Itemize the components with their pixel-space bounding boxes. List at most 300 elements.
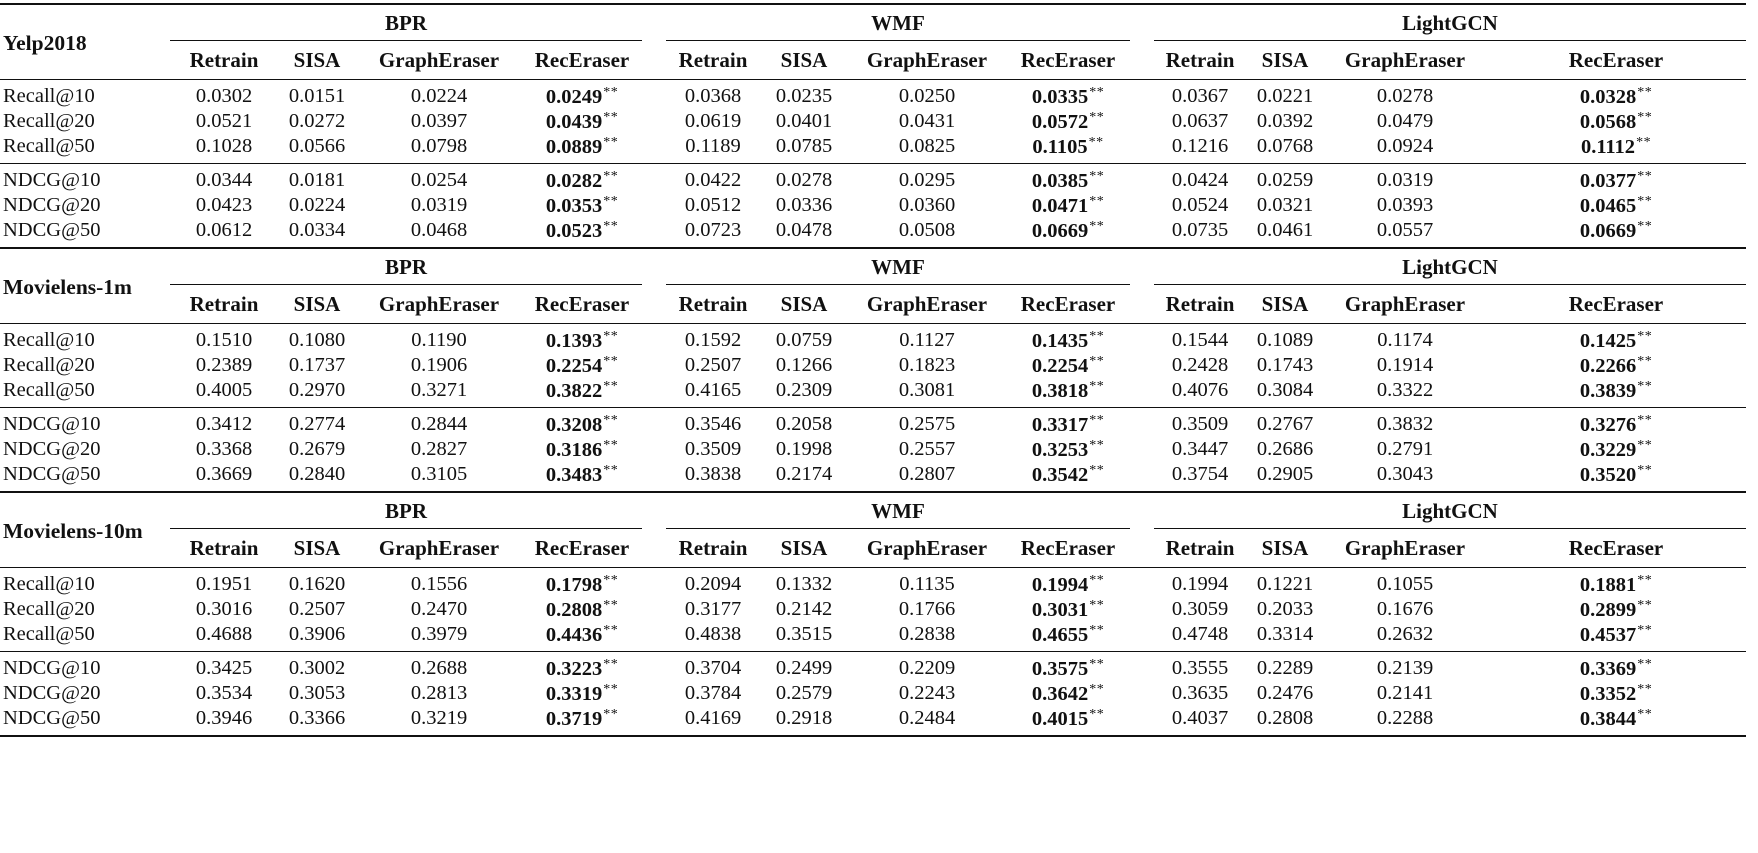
value-cell (1324, 568, 1486, 597)
significance-marker: ** (603, 134, 619, 150)
value: 0.0508 (898, 219, 956, 241)
significance-marker: ** (603, 109, 619, 125)
value-cell (278, 652, 356, 681)
value: 0.2499 (775, 657, 833, 679)
method-header: Retrain (170, 41, 278, 80)
value: 0.2840 (288, 463, 346, 485)
table-row (0, 378, 1746, 408)
best-value-cell (522, 706, 642, 735)
value-cell (170, 681, 278, 706)
metric-label: Recall@10 (3, 329, 95, 351)
value: 0.4838 (684, 623, 742, 645)
value: 0.1266 (775, 354, 833, 376)
method-header: SISA (278, 41, 356, 80)
table-body (0, 4, 1746, 736)
value-cell (170, 193, 278, 218)
value-cell (848, 568, 1006, 597)
value: 0.4748 (1171, 623, 1229, 645)
value-cell (1246, 378, 1324, 408)
value: 0.0221 (1256, 85, 1314, 107)
value-cell (356, 80, 522, 109)
model-header (1154, 493, 1746, 529)
value: 0.1544 (1171, 329, 1229, 351)
method-header: RecEraser (522, 285, 642, 324)
metric-label: Recall@10 (3, 85, 95, 107)
table-row (0, 462, 1746, 492)
value: 0.0319 (1376, 169, 1434, 191)
value: 0.2389 (195, 354, 253, 376)
model-header (666, 5, 1130, 41)
best-value-cell (522, 597, 642, 622)
significance-marker: ** (603, 622, 619, 638)
significance-marker: ** (1089, 597, 1105, 613)
best-value-cell (1486, 568, 1746, 597)
value: 0.3555 (1171, 657, 1229, 679)
best-value: 0.2254 (1031, 354, 1089, 377)
model-header (1154, 249, 1746, 285)
value-cell (1246, 324, 1324, 353)
best-value: 0.3317 (1031, 413, 1089, 436)
value-cell (356, 622, 522, 652)
best-value: 0.3186 (545, 438, 603, 461)
value-cell (666, 193, 760, 218)
value: 0.3784 (684, 682, 742, 704)
best-value: 0.2254 (545, 354, 603, 377)
value-cell (278, 193, 356, 218)
value: 0.1510 (195, 329, 253, 351)
value: 0.1556 (410, 573, 468, 595)
best-value-cell (1486, 134, 1746, 164)
method-header: RecEraser (1006, 41, 1130, 80)
method-header: RecEraser (1486, 41, 1746, 80)
value-cell (1154, 437, 1246, 462)
value-cell (1324, 652, 1486, 681)
best-value: 0.3369 (1579, 657, 1637, 680)
best-value: 0.4436 (545, 623, 603, 646)
value: 0.0302 (195, 85, 253, 107)
value-cell (760, 597, 848, 622)
value-cell (848, 681, 1006, 706)
value: 0.2428 (1171, 354, 1229, 376)
model-header (666, 249, 1130, 285)
best-value-cell (1486, 706, 1746, 735)
value-cell (1246, 193, 1324, 218)
value: 0.2791 (1376, 438, 1434, 460)
value: 0.4005 (195, 379, 253, 401)
value-cell (356, 378, 522, 408)
model-header (170, 493, 642, 529)
value-cell (666, 164, 760, 193)
dataset-name: Movielens-1m (3, 274, 132, 299)
value: 0.0557 (1376, 219, 1434, 241)
value-cell (278, 353, 356, 378)
best-value-cell (522, 324, 642, 353)
best-value-cell (1006, 437, 1130, 462)
significance-marker: ** (1637, 706, 1653, 722)
value: 0.2288 (1376, 707, 1434, 729)
value: 0.3081 (898, 379, 956, 401)
value-cell (1154, 80, 1246, 109)
method-header: GraphEraser (1324, 285, 1486, 324)
value-cell (356, 408, 522, 437)
best-value-cell (1486, 164, 1746, 193)
value: 0.0393 (1376, 194, 1434, 216)
value: 0.0224 (410, 85, 468, 107)
metric-label: Recall@20 (3, 354, 95, 376)
model-header (666, 493, 1130, 529)
value: 0.0512 (684, 194, 742, 216)
significance-marker: ** (1637, 656, 1653, 672)
value-cell (1246, 681, 1324, 706)
value-cell (1246, 134, 1324, 164)
value-cell (666, 80, 760, 109)
best-value-cell (1006, 80, 1130, 109)
value: 0.0235 (775, 85, 833, 107)
value-cell (278, 568, 356, 597)
value: 0.0637 (1171, 110, 1229, 132)
value-cell (1246, 353, 1324, 378)
best-value: 0.0249 (545, 85, 603, 108)
method-header: Retrain (170, 529, 278, 568)
best-value-cell (1006, 652, 1130, 681)
table-row (0, 681, 1746, 706)
value: 0.0479 (1376, 110, 1434, 132)
value: 0.3838 (684, 463, 742, 485)
value: 0.0336 (775, 194, 833, 216)
value: 0.1332 (775, 573, 833, 595)
value-cell (848, 164, 1006, 193)
significance-marker: ** (1637, 572, 1653, 588)
value: 0.2507 (684, 354, 742, 376)
method-header: GraphEraser (848, 285, 1006, 324)
best-value-cell (522, 353, 642, 378)
value-cell (760, 622, 848, 652)
value-cell (356, 218, 522, 248)
value: 0.2970 (288, 379, 346, 401)
value: 0.1028 (195, 135, 253, 157)
value: 0.2058 (775, 413, 833, 435)
value-cell (1154, 681, 1246, 706)
value: 0.2557 (898, 438, 956, 460)
model-name: BPR (385, 255, 427, 279)
best-value: 0.3031 (1031, 598, 1089, 621)
significance-marker: ** (603, 656, 619, 672)
value: 0.1951 (195, 573, 253, 595)
value: 0.2243 (898, 682, 956, 704)
value-cell (356, 462, 522, 492)
significance-marker: ** (1089, 109, 1105, 125)
value: 0.2575 (898, 413, 956, 435)
best-value: 0.4015 (1031, 707, 1089, 730)
value: 0.0468 (410, 219, 468, 241)
value-cell (170, 706, 278, 735)
best-value: 0.1881 (1579, 573, 1637, 596)
model-name: WMF (871, 499, 925, 523)
metric-label: NDCG@10 (3, 413, 101, 435)
value-cell (1154, 109, 1246, 134)
value-cell (666, 134, 760, 164)
value: 0.3059 (1171, 598, 1229, 620)
value: 0.3946 (195, 707, 253, 729)
best-value: 0.3208 (545, 413, 603, 436)
value: 0.1189 (685, 135, 741, 157)
significance-marker: ** (603, 462, 619, 478)
value: 0.2209 (898, 657, 956, 679)
best-value-cell (522, 193, 642, 218)
value: 0.2813 (410, 682, 468, 704)
value: 0.3084 (1256, 379, 1314, 401)
metric-label: NDCG@20 (3, 194, 101, 216)
significance-marker: ** (1089, 84, 1105, 100)
value: 0.2484 (898, 707, 956, 729)
value: 0.2470 (410, 598, 468, 620)
value: 0.3509 (1171, 413, 1229, 435)
value: 0.2905 (1256, 463, 1314, 485)
value-cell (760, 652, 848, 681)
significance-marker: ** (1089, 353, 1105, 369)
metric-label: Recall@10 (3, 573, 95, 595)
significance-marker: ** (1637, 84, 1653, 100)
value-cell (848, 378, 1006, 408)
value-cell (1154, 353, 1246, 378)
bottom-rule (0, 735, 1746, 736)
value: 0.1766 (898, 598, 956, 620)
value-cell (760, 568, 848, 597)
model-name: BPR (385, 499, 427, 523)
method-header-row (0, 285, 1746, 324)
significance-marker: ** (603, 168, 619, 184)
best-value-cell (1006, 134, 1130, 164)
value: 0.0401 (775, 110, 833, 132)
value: 0.1676 (1376, 598, 1434, 620)
value: 0.4165 (684, 379, 742, 401)
best-value: 0.2808 (545, 598, 603, 621)
value: 0.0344 (195, 169, 253, 191)
value: 0.3546 (684, 413, 742, 435)
value-cell (848, 218, 1006, 248)
value-cell (1154, 218, 1246, 248)
table-row (0, 568, 1746, 597)
method-header: SISA (1246, 41, 1324, 80)
significance-marker: ** (1089, 412, 1105, 428)
value: 0.4076 (1171, 379, 1229, 401)
significance-marker: ** (1089, 218, 1105, 234)
best-value: 0.0335 (1031, 85, 1089, 108)
value: 0.2476 (1256, 682, 1314, 704)
value-cell (278, 164, 356, 193)
best-value: 0.0353 (545, 194, 603, 217)
model-header (170, 5, 642, 41)
value-cell (356, 597, 522, 622)
significance-marker: ** (603, 84, 619, 100)
value: 0.3832 (1376, 413, 1434, 435)
value-cell (1246, 80, 1324, 109)
table-row (0, 109, 1746, 134)
value: 0.3412 (195, 413, 253, 435)
value-cell (666, 681, 760, 706)
value: 0.3002 (288, 657, 346, 679)
significance-marker: ** (603, 378, 619, 394)
method-header: RecEraser (1486, 529, 1746, 568)
value: 0.2844 (410, 413, 468, 435)
value-cell (1154, 652, 1246, 681)
best-value: 0.0465 (1579, 194, 1637, 217)
value-cell (1154, 622, 1246, 652)
value: 0.2579 (775, 682, 833, 704)
value-cell (170, 462, 278, 492)
best-value-cell (1006, 408, 1130, 437)
model-name: LightGCN (1402, 11, 1498, 35)
value-cell (356, 164, 522, 193)
metric-label: NDCG@20 (3, 682, 101, 704)
best-value: 0.3352 (1579, 682, 1637, 705)
value: 0.0334 (288, 219, 346, 241)
method-header: GraphEraser (848, 41, 1006, 80)
best-value-cell (1486, 622, 1746, 652)
model-name: BPR (385, 11, 427, 35)
value-cell (1246, 706, 1324, 735)
table-row (0, 622, 1746, 652)
best-value-cell (1486, 324, 1746, 353)
value: 0.0259 (1256, 169, 1314, 191)
table-row (0, 408, 1746, 437)
value: 0.3906 (288, 623, 346, 645)
table-row (0, 134, 1746, 164)
value: 0.2808 (1256, 707, 1314, 729)
value-cell (848, 437, 1006, 462)
significance-marker: ** (603, 597, 619, 613)
best-value-cell (1006, 597, 1130, 622)
table-row (0, 652, 1746, 681)
value: 0.3425 (195, 657, 253, 679)
method-header: GraphEraser (356, 285, 522, 324)
value-cell (760, 378, 848, 408)
table-row (0, 353, 1746, 378)
significance-marker: ** (603, 218, 619, 234)
value: 0.1174 (1377, 329, 1433, 351)
value: 0.3271 (410, 379, 468, 401)
value-cell (760, 462, 848, 492)
value-cell (666, 462, 760, 492)
value-cell (1324, 353, 1486, 378)
value-cell (356, 437, 522, 462)
value-cell (760, 706, 848, 735)
method-header: Retrain (666, 41, 760, 80)
significance-marker: ** (1637, 597, 1653, 613)
value-cell (1324, 80, 1486, 109)
value: 0.0321 (1256, 194, 1314, 216)
value-cell (1154, 134, 1246, 164)
best-value-cell (522, 681, 642, 706)
value-cell (848, 622, 1006, 652)
value: 0.0521 (195, 110, 253, 132)
metric-label: NDCG@50 (3, 707, 101, 729)
value-cell (170, 324, 278, 353)
value: 0.1089 (1256, 329, 1314, 351)
value-cell (1246, 462, 1324, 492)
value: 0.0254 (410, 169, 468, 191)
value-cell (666, 437, 760, 462)
value: 0.1998 (775, 438, 833, 460)
value-cell (666, 622, 760, 652)
value: 0.2139 (1376, 657, 1434, 679)
value-cell (848, 408, 1006, 437)
best-value-cell (1486, 408, 1746, 437)
value-cell (1324, 622, 1486, 652)
value-cell (1324, 109, 1486, 134)
value: 0.3669 (195, 463, 253, 485)
value-cell (848, 706, 1006, 735)
significance-marker: ** (1637, 109, 1653, 125)
value-cell (848, 353, 1006, 378)
value-cell (278, 378, 356, 408)
significance-marker: ** (1089, 168, 1105, 184)
value: 0.2141 (1376, 682, 1434, 704)
value: 0.2632 (1376, 623, 1434, 645)
value: 0.1743 (1256, 354, 1314, 376)
dataset-name: Movielens-10m (3, 518, 143, 543)
best-value-cell (522, 652, 642, 681)
best-value: 0.3253 (1031, 438, 1089, 461)
method-header: Retrain (1154, 529, 1246, 568)
table-row (0, 218, 1746, 248)
value: 0.2033 (1256, 598, 1314, 620)
value: 0.2174 (775, 463, 833, 485)
value: 0.0461 (1256, 219, 1314, 241)
value-cell (1154, 378, 1246, 408)
method-header: SISA (760, 529, 848, 568)
value: 0.3515 (775, 623, 833, 645)
value: 0.0759 (775, 329, 833, 351)
value-cell (356, 353, 522, 378)
best-value-cell (1006, 706, 1130, 735)
value: 0.0566 (288, 135, 346, 157)
value-cell (170, 80, 278, 109)
value-cell (278, 622, 356, 652)
value-cell (848, 324, 1006, 353)
significance-marker: ** (603, 572, 619, 588)
best-value: 0.0282 (545, 169, 603, 192)
method-header: GraphEraser (1324, 41, 1486, 80)
value-cell (356, 134, 522, 164)
table-row (0, 164, 1746, 193)
method-header: SISA (760, 41, 848, 80)
best-value-cell (1486, 353, 1746, 378)
value: 0.3219 (410, 707, 468, 729)
value: 0.1135 (899, 573, 955, 595)
value: 0.3509 (684, 438, 742, 460)
best-value-cell (522, 134, 642, 164)
method-header: Retrain (666, 529, 760, 568)
value: 0.1055 (1376, 573, 1434, 595)
value: 0.1914 (1376, 354, 1434, 376)
value: 0.2688 (410, 657, 468, 679)
significance-marker: ** (1089, 622, 1105, 638)
best-value-cell (1006, 681, 1130, 706)
significance-marker: ** (1637, 193, 1653, 209)
value: 0.1737 (288, 354, 346, 376)
significance-marker: ** (603, 353, 619, 369)
value-cell (170, 437, 278, 462)
metric-label: NDCG@10 (3, 657, 101, 679)
best-value-cell (1486, 597, 1746, 622)
significance-marker: ** (1089, 437, 1105, 453)
metric-label: Recall@20 (3, 110, 95, 132)
model-header-row (0, 493, 1746, 529)
value: 0.0785 (775, 135, 833, 157)
metric-label: Recall@50 (3, 623, 95, 645)
best-value: 0.0572 (1031, 110, 1089, 133)
